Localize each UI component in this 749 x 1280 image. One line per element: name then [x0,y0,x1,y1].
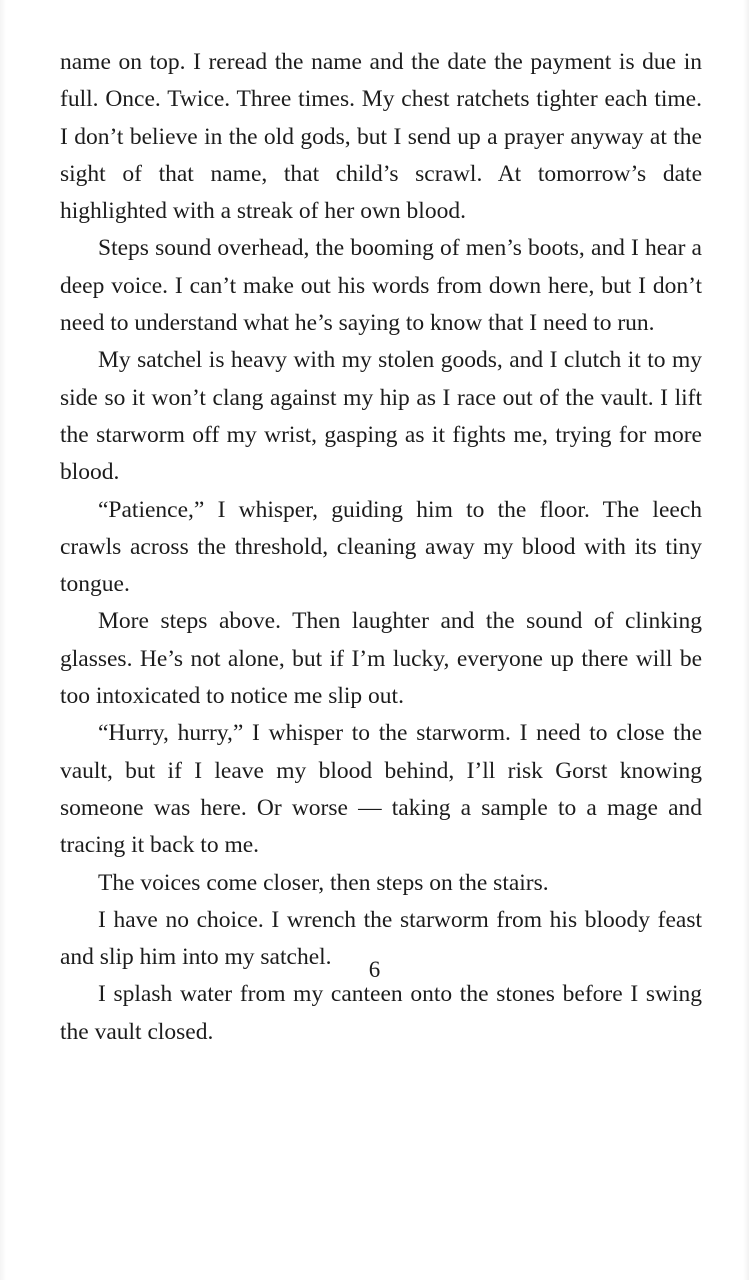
paragraph: “Patience,” I whisper, guiding him to the floor. The leech crawls across the threshold, cleaning away my blood with its tiny tongue. [60,496,702,598]
paragraph: More steps above. Then laughter and the sound of clinking glasses. He’s not alone, but if I’m lucky, everyone up there will be too intoxicated to notice me slip out. [60,608,702,710]
paragraph: I splash water from my canteen onto the stones before I swing the vault closed. [60,981,702,1045]
paragraph: My satchel is heavy with my stolen goods, and I clutch it to my side so it won’t clang against my hip as I race out of the vault. I lift the starworm off my wrist, gasping as it fights me, trying for more blood. [60,347,702,486]
paragraph: Steps sound overhead, the booming of men’s boots, and I hear a deep voice. I can’t make out his words from down here, but I don’t need to understand what he’s saying to know that I need to run. [60,235,702,337]
page-number: 6 [368,957,381,982]
body-text [60,44,702,1051]
paragraph-continued: name on top. I reread the name and the date the payment is due in full. Once. Twice. Three times. My chest ratchets tighter each time. I don’t believe in the old gods, but I send up a prayer anyway at the sight of that name, that child’s scrawl. At tomorrow’s date highlighted with a streak of her own blood. [60,49,702,225]
paragraph: “Hurry, hurry,” I whisper to the starworm. I need to close the vault, but if I leave my blood behind, I’ll risk Gorst knowing someone was here. Or worse — taking a sample to a mage and tracing it back to me. [60,720,702,859]
paragraph: I have no choice. I wrench the starworm from his bloody feast and slip him into my satchel. [60,906,702,971]
paragraph: The voices come closer, then steps on the stairs. [98,869,549,896]
